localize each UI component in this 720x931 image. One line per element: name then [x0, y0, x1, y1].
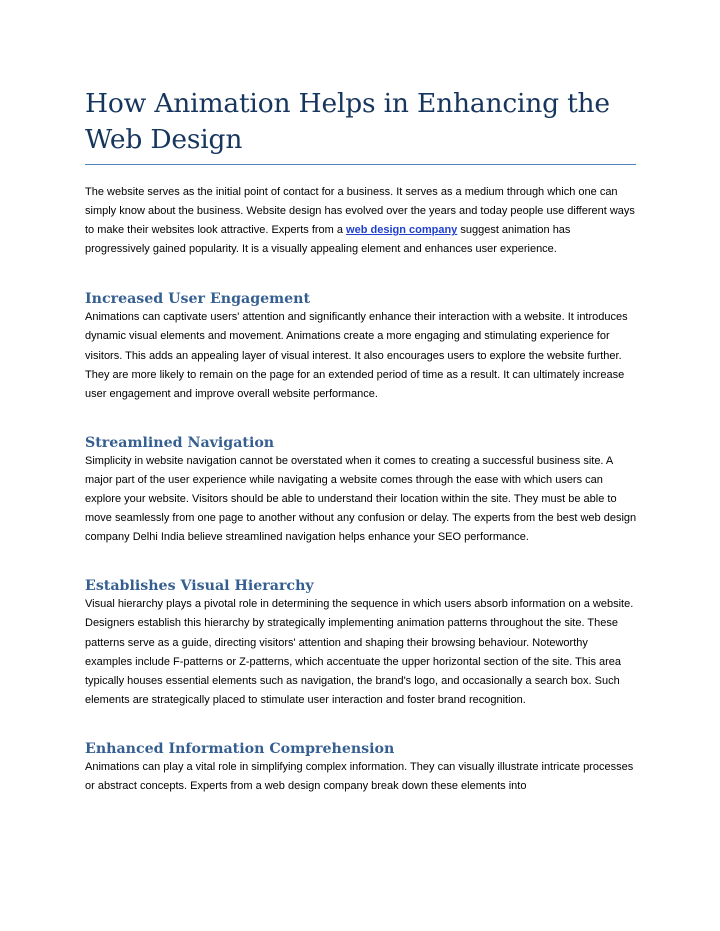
section-body-user-engagement: Animations can captivate users' attention and significantly enhance their interaction with a website. It introduces dynamic visual elements and movement. Animations create a more engaging and stimulating experience for visitors. This adds an appealing layer of visual interest. It also encourages users to explore the website further. They are more likely to remain on the page for an extended period of time as a result. It can ultimately increase user engagement and improve overall website performance. [85, 311, 628, 400]
section-heading-navigation: Streamlined Navigation [85, 434, 275, 451]
title-divider [85, 164, 636, 165]
section-body-visual-hierarchy: Visual hierarchy plays a pivotal role in determining the sequence in which users absorb information on a website. Designers establish this hierarchy by strategically implementing animation patterns throughout the site. These patterns serve as a guide, directing visitors' attention and shaping their browsing behaviour. Noteworthy examples include F-patterns or Z-patterns, which accentuate the upper horizontal section of the site. This area typically houses essential elements such as navigation, the brand's logo, and occasionally a search box. Such elements are strategically placed to stimulate user interaction and foster brand recognition. [85, 598, 634, 706]
intro-paragraph [85, 183, 637, 259]
web-design-company-link[interactable]: web design company [346, 224, 458, 237]
intro-text-after-link: suggest animation has progressively gained popularity. It is a visually appealing element and enhances user experience. [85, 224, 571, 256]
intro-text-before-link: The website serves as the initial point of contact for a business. It serves as a medium through which one can simply know about the business. Website design has evolved over the years and today people use different ways to make their websites look attractive. Experts from a [85, 186, 635, 237]
section-body-information-comprehension: Animations can play a vital role in simplifying complex information. They can visually illustrate intricate processes or abstract concepts. Experts from a web design company break down these elements into [85, 760, 634, 792]
section-body-navigation: Simplicity in website navigation cannot be overstated when it comes to creating a successful business site. A major part of the user experience while navigating a website comes through the ease with which users can explore your website. Visitors should be able to understand their location within the site. They must be able to move seamlessly from one page to another without any confusion or delay. The experts from the best web design company Delhi India believe streamlined navigation helps enhance your SEO performance. [85, 454, 637, 544]
section-heading-visual-hierarchy: Establishes Visual Hierarchy [85, 578, 314, 595]
document-content [85, 86, 637, 796]
section-heading-user-engagement: Increased User Engagement [85, 291, 311, 308]
document-title: How Animation Helps in Enhancing the Web Design [85, 88, 610, 155]
section-heading-information-comprehension: Enhanced Information Comprehension [85, 740, 395, 757]
